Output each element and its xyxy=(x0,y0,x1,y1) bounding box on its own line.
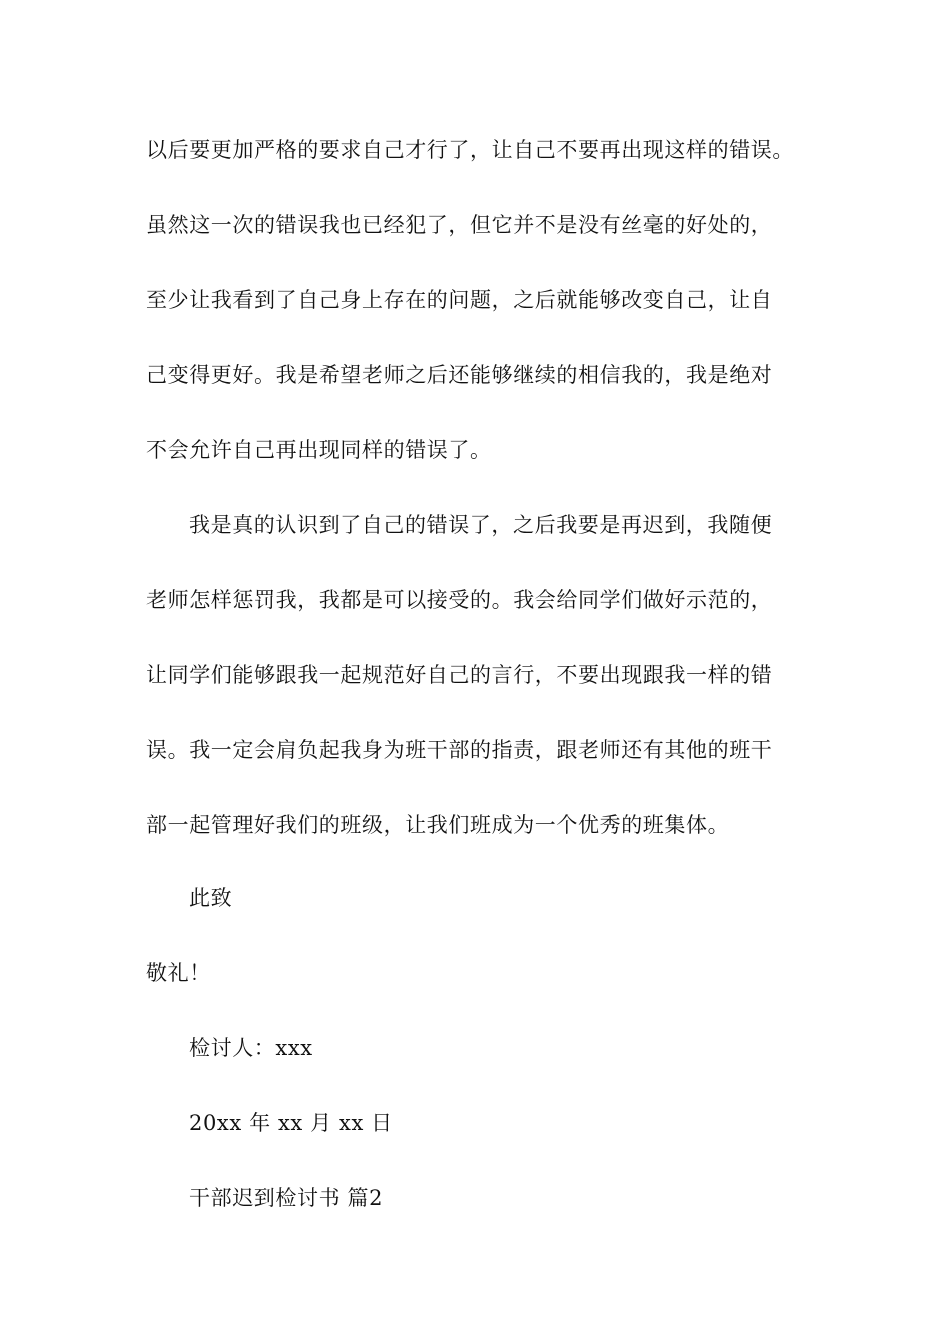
signature-line: 检讨人：xxx xyxy=(189,1036,313,1060)
next-section-title: 干部迟到检讨书 篇2 xyxy=(189,1186,384,1210)
paragraph-2-line-5: 部一起管理好我们的班级，让我们班成为一个优秀的班集体。 xyxy=(146,813,730,837)
paragraph-1-line-3: 至少让我看到了自己身上存在的问题，之后就能够改变自己，让自 xyxy=(146,288,773,312)
paragraph-1-line-5: 不会允许自己再出现同样的错误了。 xyxy=(146,438,492,462)
paragraph-2-line-3: 让同学们能够跟我一起规范好自己的言行，不要出现跟我一样的错 xyxy=(146,663,773,687)
paragraph-1-line-4: 己变得更好。我是希望老师之后还能够继续的相信我的，我是绝对 xyxy=(146,363,773,387)
salute-text: 敬礼！ xyxy=(146,961,211,985)
paragraph-2-line-4: 误。我一定会肩负起我身为班干部的指责，跟老师还有其他的班干 xyxy=(146,738,773,762)
paragraph-1-line-2: 虽然这一次的错误我也已经犯了，但它并不是没有丝毫的好处的， xyxy=(146,213,773,237)
paragraph-1-line-1: 以后要更加严格的要求自己才行了，让自己不要再出现这样的错误。 xyxy=(146,138,794,162)
paragraph-2-line-1: 我是真的认识到了自己的错误了，之后我要是再迟到，我随便 xyxy=(189,513,773,537)
paragraph-2-line-2: 老师怎样惩罚我，我都是可以接受的。我会给同学们做好示范的， xyxy=(146,588,773,612)
date-line: 20xx 年 xx 月 xx 日 xyxy=(189,1111,393,1135)
closing-text: 此致 xyxy=(189,886,233,910)
